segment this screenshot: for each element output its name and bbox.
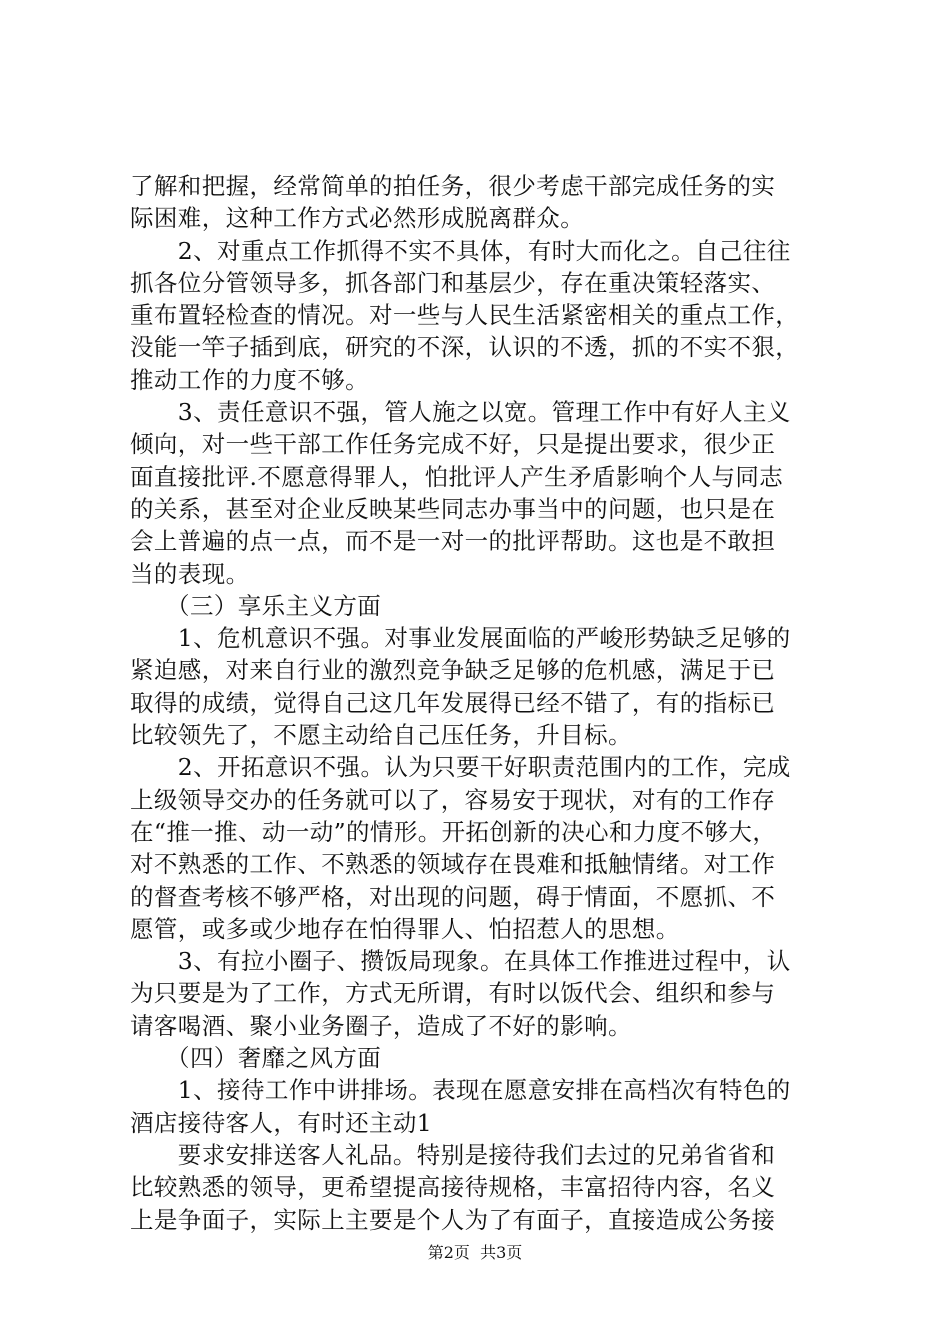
- text-line: 倾向，对一些干部工作任务完成不好，只是提出要求，很少正: [130, 430, 776, 459]
- text-line: 2、开拓意识不强。认为只要干好职责范围内的工作，完成: [130, 753, 791, 782]
- text-line: 3、有拉小圈子、攒饭局现象。在具体工作推进过程中，认: [130, 947, 791, 976]
- text-line: 当的表现。: [130, 559, 250, 588]
- text-line: 比较熟悉的领导，更希望提高接待规格，丰富招待内容，名义: [130, 1173, 776, 1202]
- text-line: 愿管，或多或少地存在怕得罪人、怕招惹人的思想。: [130, 914, 680, 943]
- text-line: 际困难，这种工作方式必然形成脱离群众。: [130, 204, 585, 233]
- text-line: 1、接待工作中讲排场。表现在愿意安排在高档次有特色的: [130, 1076, 791, 1105]
- text-line: 面直接批评.不愿意得罪人，怕批评人产生矛盾影响个人与同志: [130, 462, 784, 491]
- text-line: 取得的成绩，觉得自己这几年发展得已经不错了，有的指标已: [130, 688, 776, 717]
- text-line: 比较领先了，不愿主动给自己压任务，升目标。: [130, 721, 632, 750]
- section-heading: （三）享乐主义方面: [130, 591, 382, 620]
- page-number-footer: 第2页 共3页: [427, 1243, 523, 1262]
- text-line: 紧迫感，对来自行业的激烈竞争缺乏足够的危机感，满足于已: [130, 656, 776, 685]
- text-line: 上级领导交办的任务就可以了，容易安于现状，对有的工作存: [130, 785, 776, 814]
- text-line: 会上普遍的点一点，而不是一对一的批评帮助。这也是不敢担: [130, 527, 776, 556]
- text-line: 的关系，甚至对企业反映某些同志办事当中的问题，也只是在: [130, 494, 776, 523]
- text-line: 的督查考核不够严格，对出现的问题，碍于情面，不愿抓、不: [130, 882, 776, 911]
- text-line: 上是争面子，实际上主要是个人为了有面子，直接造成公务接: [130, 1205, 776, 1234]
- text-line: 3、责任意识不强，管人施之以宽。管理工作中有好人主义: [130, 398, 791, 427]
- body-text: [130, 170, 830, 1236]
- text-line: 1、危机意识不强。对事业发展面临的严峻形势缺乏足够的: [130, 624, 791, 653]
- text-line: 对不熟悉的工作、不熟悉的领域存在畏难和抵触情绪。对工作: [130, 850, 776, 879]
- text-line: 请客喝酒、聚小业务圈子，造成了不好的影响。: [130, 1011, 632, 1040]
- text-line: 为只要是为了工作，方式无所谓，有时以饭代会、组织和参与: [130, 979, 776, 1008]
- text-line: 重布置轻检查的情况。对一些与人民生活紧密相关的重点工作，: [130, 301, 800, 330]
- text-line: 要求安排送客人礼品。特别是接待我们去过的兄弟省省和: [130, 1140, 776, 1169]
- text-line: 没能一竿子插到底，研究的不深，认识的不透，抓的不实不狠，: [130, 333, 800, 362]
- section-heading: （四）奢靡之风方面: [130, 1044, 382, 1073]
- text-line: 了解和把握，经常简单的拍任务，很少考虑干部完成任务的实: [130, 172, 776, 200]
- text-line: 推动工作的力度不够。: [130, 365, 369, 394]
- text-line: 在“推一推、动一动”的情形。开拓创新的决心和力度不够大，: [130, 817, 777, 846]
- text-line: 2、对重点工作抓得不实不具体，有时大而化之。自己往往: [130, 236, 791, 265]
- text-line: 酒店接待客人，有时还主动1: [130, 1108, 433, 1137]
- text-line: 抓各位分管领导多，抓各部门和基层少，存在重决策轻落实、: [130, 268, 776, 297]
